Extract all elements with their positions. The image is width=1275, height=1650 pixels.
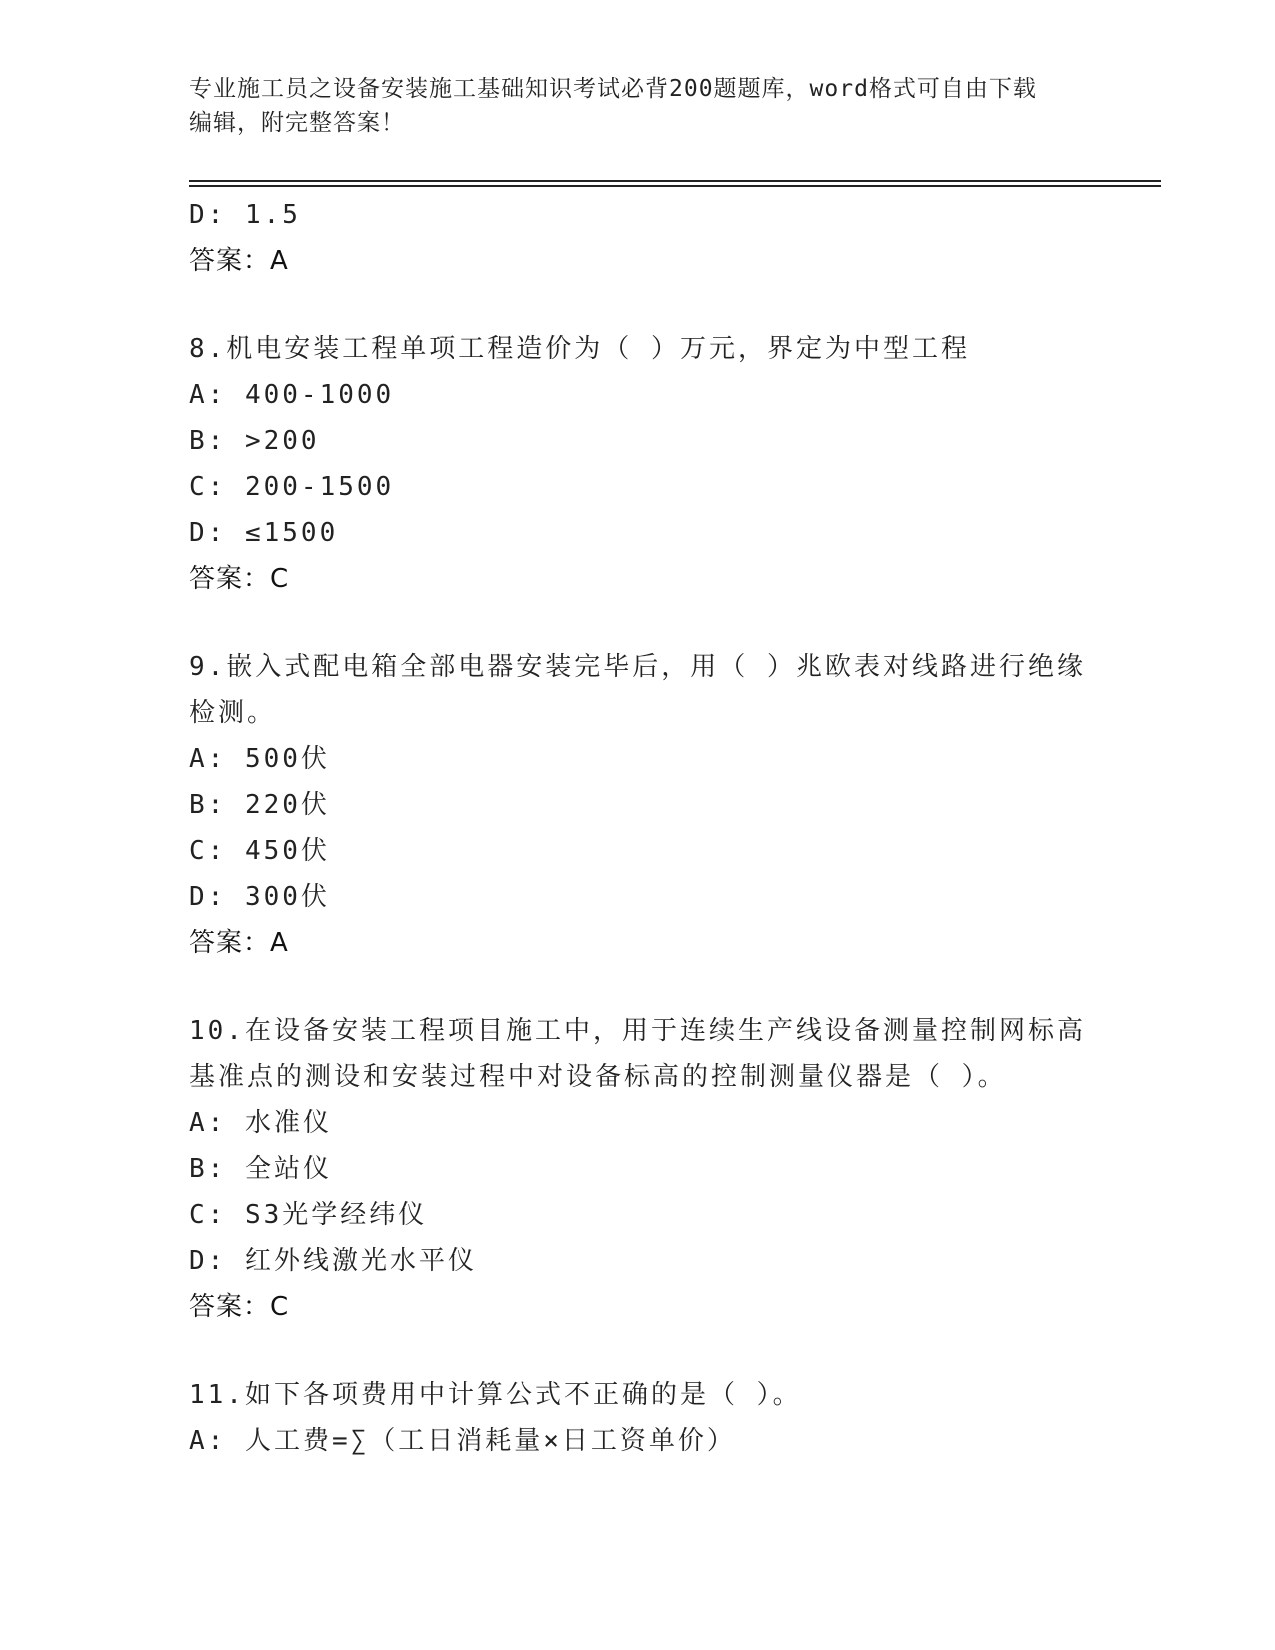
option-b: B: >200 — [189, 426, 320, 456]
answer-label: 答案：A — [189, 928, 289, 958]
question-stem-line-1: 10.在设备安装工程项目施工中，用于连续生产线设备测量控制网标高 — [189, 1016, 1086, 1046]
question-7-tail — [189, 192, 1089, 284]
question-stem-line-2: 检测。 — [189, 698, 277, 728]
option-d: D: 300伏 — [189, 882, 330, 912]
spacer — [189, 1330, 1089, 1372]
spacer — [189, 602, 1089, 644]
option-c: C: S3光学经纬仪 — [189, 1200, 428, 1230]
spacer — [189, 966, 1089, 1008]
option-c: C: 450伏 — [189, 836, 330, 866]
question-8 — [189, 326, 1089, 602]
option-a: A: 400-1000 — [189, 380, 395, 410]
option-d: D: 红外线激光水平仪 — [189, 1246, 477, 1276]
option-c: C: 200-1500 — [189, 472, 395, 502]
option-a: A: 水准仪 — [189, 1108, 332, 1138]
question-list — [189, 192, 1089, 1464]
question-stem-line-1: 9.嵌入式配电箱全部电器安装完毕后，用（ ）兆欧表对线路进行绝缘 — [189, 652, 1086, 682]
question-11 — [189, 1372, 1089, 1464]
spacer — [189, 284, 1089, 326]
question-stem: 11.如下各项费用中计算公式不正确的是（ ）。 — [189, 1380, 802, 1410]
option-b: B: 全站仪 — [189, 1154, 332, 1184]
answer-label: 答案：C — [189, 564, 290, 594]
option-d: D: ≤1500 — [189, 518, 339, 548]
header-divider-bottom — [189, 185, 1161, 187]
option-a: A: 500伏 — [189, 744, 330, 774]
answer-label: 答案：A — [189, 246, 289, 276]
option-a: A: 人工费=∑（工日消耗量×日工资单价） — [189, 1426, 736, 1456]
answer-label: 答案：C — [189, 1292, 290, 1322]
header-line-2: 编辑，附完整答案！ — [189, 110, 405, 136]
question-stem: 8.机电安装工程单项工程造价为（ ）万元，界定为中型工程 — [189, 334, 970, 364]
question-9 — [189, 644, 1089, 966]
document-header — [189, 72, 1089, 140]
header-divider-top — [189, 180, 1161, 182]
option-d: D: 1.5 — [189, 200, 301, 230]
header-line-1: 专业施工员之设备安装施工基础知识考试必背200题题库，word格式可自由下载 — [189, 76, 1037, 102]
option-b: B: 220伏 — [189, 790, 330, 820]
question-stem-line-2: 基准点的测设和安装过程中对设备标高的控制测量仪器是（ ）。 — [189, 1062, 1007, 1092]
question-10 — [189, 1008, 1089, 1330]
